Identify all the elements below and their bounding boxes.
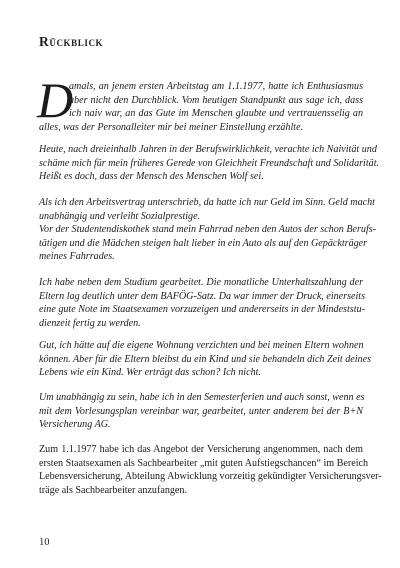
paragraph-1-line-4: alles, was der Personalleiter mir bei meiner Einstellung erzählte. — [39, 121, 304, 133]
paragraph-5-line-3: Lebens wie ein Kind. Wer erträgt das schon? Ich nicht. — [39, 367, 261, 379]
paragraph-7-line-3: Lebensversicherung, Abteilung Abwicklung vorzeitig gekündigter Versicherungsver- — [39, 471, 382, 483]
paragraph-2-line-1: Heute, nach dreieinhalb Jahren in der Berufswirklichkeit, verachte ich Naivität und — [39, 144, 377, 155]
paragraph-3-line-2: unabhängig und verleiht Sozialprestige. — [39, 210, 201, 222]
paragraph-1-line-3: ich naiv war, an das Gute im Menschen glaubte und vertrauensselig an — [69, 108, 363, 120]
paragraph-1 — [37, 72, 363, 134]
paragraph-7-line-2: ersten Staatsexamen als Sachbearbeiter „mit guten Aufstiegschancen“ im Bereich — [39, 457, 369, 469]
paragraph-4-line-2: Eltern lag deutlich unter dem BAFÖG-Satz. Da war immer der Druck, einerseits — [39, 290, 366, 302]
paragraph-6-line-2: mit dem Vorlesungsplan vereinbar war, gearbeitet, unter anderem bei der B+N — [39, 405, 363, 417]
paragraph-5 — [39, 339, 372, 380]
paragraph-1-line-2: aber nicht den Durchblick. Vom heutigen Standpunkt aus sage ich, dass — [69, 94, 363, 106]
paragraph-3-line-1: Als ich den Arbeitsvertrag unterschrieb, da hatte ich nur Geld im Sinn. Geld macht — [39, 197, 375, 208]
paragraph-3-line-3: Vor der Studentendiskothek stand mein Fahrrad neben den Autos der schon Berufs- — [39, 224, 377, 236]
paragraph-1-line-1: amals, an jenem ersten Arbeitstag am 1.1.1977, hatte ich Enthusiasmus — [69, 81, 363, 92]
paragraph-3-line-5: meines Fahrrades. — [39, 251, 115, 263]
paragraph-6-line-3: Versicherung AG. — [39, 419, 111, 431]
paragraph-6 — [39, 391, 363, 432]
page-number: 10 — [39, 537, 50, 548]
paragraph-3 — [39, 196, 377, 264]
paragraph-7 — [39, 443, 382, 497]
paragraph-3-line-4: tätigen und die Mädchen steigen halt lieber in ein Auto als auf den Gepäckträger — [39, 237, 368, 249]
paragraph-2-line-3: Heißt es doch, dass der Mensch des Menschen Wolf sei. — [39, 171, 264, 183]
paragraph-2 — [39, 143, 380, 184]
chapter-heading: Rückblick — [39, 34, 104, 49]
paragraph-4-line-1: Ich habe neben dem Studium gearbeitet. Die monatliche Unterhaltszahlung der — [39, 277, 363, 288]
paragraph-6-line-1: Um unabhängig zu sein, habe ich in den Semesterferien und auch sonst, wenn es — [39, 392, 365, 403]
paragraph-5-line-2: können. Aber für die Eltern bleibst du ein Kind und sie behandeln dich Zeit deines — [39, 353, 372, 365]
paragraph-4-line-4: dienzeit fertig zu werden. — [39, 317, 141, 329]
drop-cap-letter: D — [37, 72, 74, 128]
paragraph-7-line-1: Zum 1.1.1977 habe ich das Angebot der Versicherung angenommen, nach dem — [39, 444, 363, 455]
paragraph-7-line-4: träge als Sachbearbeiter anzufangen. — [39, 484, 187, 496]
paragraph-5-line-1: Gut, ich hätte auf die eigene Wohnung verzichten und bei meinen Eltern wohnen — [39, 340, 364, 351]
paragraph-4-line-3: eine gute Note im Staatsexamen vorzuzeigen und andererseits in der Mindeststu- — [39, 304, 365, 316]
paragraph-4 — [39, 276, 366, 330]
paragraph-2-line-2: schäme mich für mein früheres Gerede von Gleichheit Freundschaft und Solidarität. — [39, 157, 380, 169]
